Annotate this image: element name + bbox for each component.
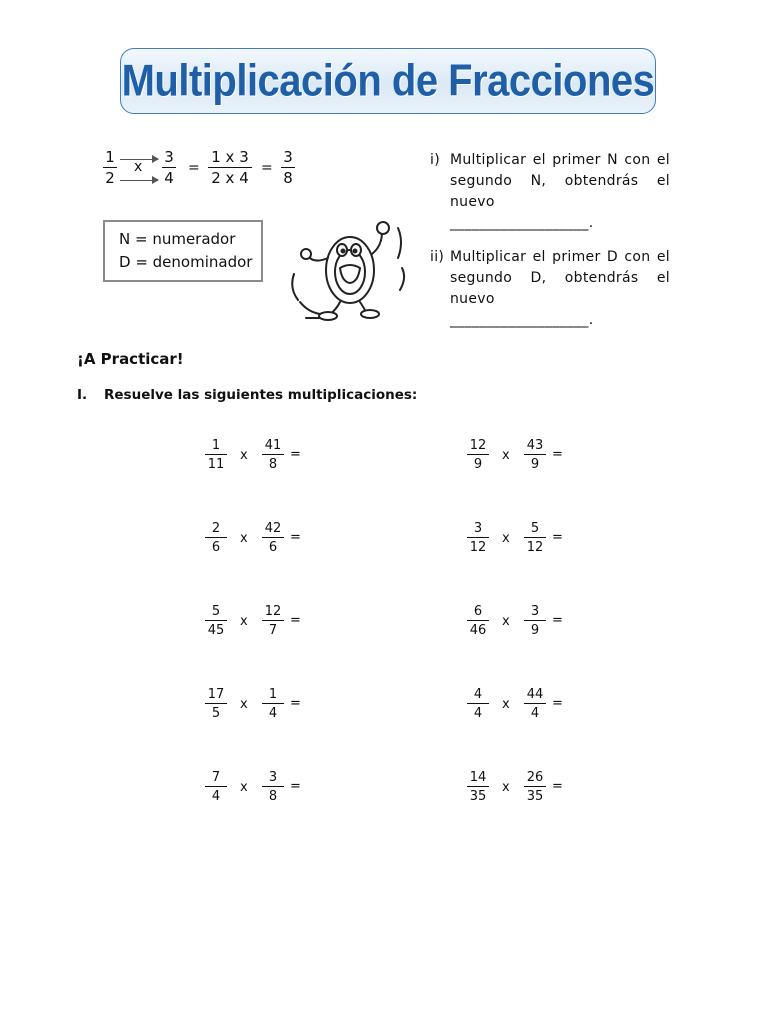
numerator: 3 (473, 521, 483, 536)
instruction-blank: ___________________. (450, 312, 594, 328)
instruction-text: Multiplicar el primer N con el segundo N, obtendrás el nuevo (450, 152, 670, 210)
fraction (205, 771, 227, 803)
cartoon-character-illustration (288, 216, 408, 324)
page-title: Multiplicación de Fracciones (121, 55, 655, 106)
instruction-marker: ii) (430, 249, 445, 265)
fraction (467, 439, 489, 471)
denominator: 11 (207, 457, 225, 472)
equals-sign: = (552, 779, 563, 794)
fraction (524, 439, 546, 471)
fraction-bar (262, 786, 284, 787)
times-sign: x (502, 614, 510, 629)
section-title: Resuelve las siguientes multiplicaciones: (104, 387, 418, 403)
numerator: 1 (268, 687, 278, 702)
numerator: 12 (264, 604, 282, 619)
denominator: 7 (268, 623, 278, 638)
fraction-bar (467, 786, 489, 787)
numerator: 3 (268, 770, 278, 785)
fraction-bar (524, 703, 546, 704)
fraction-bar (205, 620, 227, 621)
fraction (262, 522, 284, 554)
instruction-marker: i) (430, 152, 440, 168)
instruction-text: Multiplicar el primer D con el segundo D, obtendrás el nuevo (450, 249, 670, 307)
fraction-bar (262, 703, 284, 704)
legend-box (103, 220, 263, 282)
denominator: 46 (469, 623, 487, 638)
numerator: 5 (211, 604, 221, 619)
equals-sign: = (552, 530, 563, 545)
practice-heading: ¡A Practicar! (77, 350, 184, 368)
equals-sign: = (552, 447, 563, 462)
denominator: 6 (268, 540, 278, 555)
fraction-bar (262, 537, 284, 538)
equals-sign: = (290, 613, 301, 628)
numerator: 43 (526, 438, 544, 453)
fraction-bar (524, 620, 546, 621)
denominator: 9 (530, 457, 540, 472)
equals-sign: = (552, 696, 563, 711)
equals-sign: = (290, 447, 301, 462)
fraction-bar (467, 454, 489, 455)
times-sign: x (240, 448, 248, 463)
equals-sign: = (290, 530, 301, 545)
numerator: 5 (530, 521, 540, 536)
example-fraction-4: 3 8 (281, 150, 295, 186)
equals-sign: = (552, 613, 563, 628)
fraction-bar (467, 620, 489, 621)
numerator: 12 (469, 438, 487, 453)
fraction (262, 688, 284, 720)
fraction (262, 605, 284, 637)
numerator: 1 (211, 438, 221, 453)
fraction-bar (205, 454, 227, 455)
fraction-bar (262, 620, 284, 621)
times-sign: x (240, 531, 248, 546)
instruction-ii (430, 247, 670, 331)
arrow-denominators (120, 180, 158, 181)
fraction-bar (262, 454, 284, 455)
times-sign: x (240, 780, 248, 795)
fraction (467, 688, 489, 720)
times-sign: x (502, 780, 510, 795)
fraction-bar (467, 537, 489, 538)
example-equals-1: = (188, 160, 200, 176)
denominator: 12 (469, 540, 487, 555)
example-fraction-1: 1 2 (103, 150, 117, 186)
numerator: 6 (473, 604, 483, 619)
denominator: 8 (268, 457, 278, 472)
numerator: 26 (526, 770, 544, 785)
fraction (205, 439, 227, 471)
denominator: 4 (268, 706, 278, 721)
fraction (205, 605, 227, 637)
denominator: 8 (268, 789, 278, 804)
numerator: 41 (264, 438, 282, 453)
denominator: 6 (211, 540, 221, 555)
denominator: 4 (211, 789, 221, 804)
denominator: 45 (207, 623, 225, 638)
fraction (262, 439, 284, 471)
fraction (205, 688, 227, 720)
fraction-bar (524, 786, 546, 787)
fraction-bar (524, 537, 546, 538)
section-number: I. (77, 387, 88, 403)
example-fraction-3: 1 x 3 2 x 4 (208, 150, 252, 186)
numerator: 2 (211, 521, 221, 536)
equals-sign: = (290, 696, 301, 711)
fraction-bar (205, 703, 227, 704)
numerator: 44 (526, 687, 544, 702)
denominator: 9 (530, 623, 540, 638)
fraction-bar (467, 703, 489, 704)
times-sign: x (502, 531, 510, 546)
fraction (524, 771, 546, 803)
fraction (262, 771, 284, 803)
denominator: 4 (473, 706, 483, 721)
times-sign: x (502, 448, 510, 463)
fraction (467, 522, 489, 554)
title-banner (120, 48, 656, 114)
fraction (467, 605, 489, 637)
example-fraction-2: 3 4 (162, 150, 176, 186)
numerator: 14 (469, 770, 487, 785)
fraction-bar (205, 537, 227, 538)
numerator: 42 (264, 521, 282, 536)
instruction-i (430, 150, 670, 234)
numerator: 17 (207, 687, 225, 702)
fraction (524, 522, 546, 554)
denominator: 35 (526, 789, 544, 804)
times-sign: x (240, 697, 248, 712)
fraction-bar (524, 454, 546, 455)
numerator: 7 (211, 770, 221, 785)
denominator: 12 (526, 540, 544, 555)
denominator: 4 (530, 706, 540, 721)
legend-denominator: D = denominador (119, 253, 253, 271)
denominator: 35 (469, 789, 487, 804)
fraction (524, 605, 546, 637)
example-times-sign: x (134, 159, 143, 175)
numerator: 4 (473, 687, 483, 702)
example-equals-2: = (261, 160, 273, 176)
times-sign: x (240, 614, 248, 629)
legend-numerator: N = numerador (119, 230, 236, 248)
times-sign: x (502, 697, 510, 712)
fraction-bar (205, 786, 227, 787)
fraction (467, 771, 489, 803)
equals-sign: = (290, 779, 301, 794)
instruction-blank: ___________________. (450, 215, 594, 231)
denominator: 5 (211, 706, 221, 721)
denominator: 9 (473, 457, 483, 472)
numerator: 3 (530, 604, 540, 619)
fraction (205, 522, 227, 554)
fraction (524, 688, 546, 720)
